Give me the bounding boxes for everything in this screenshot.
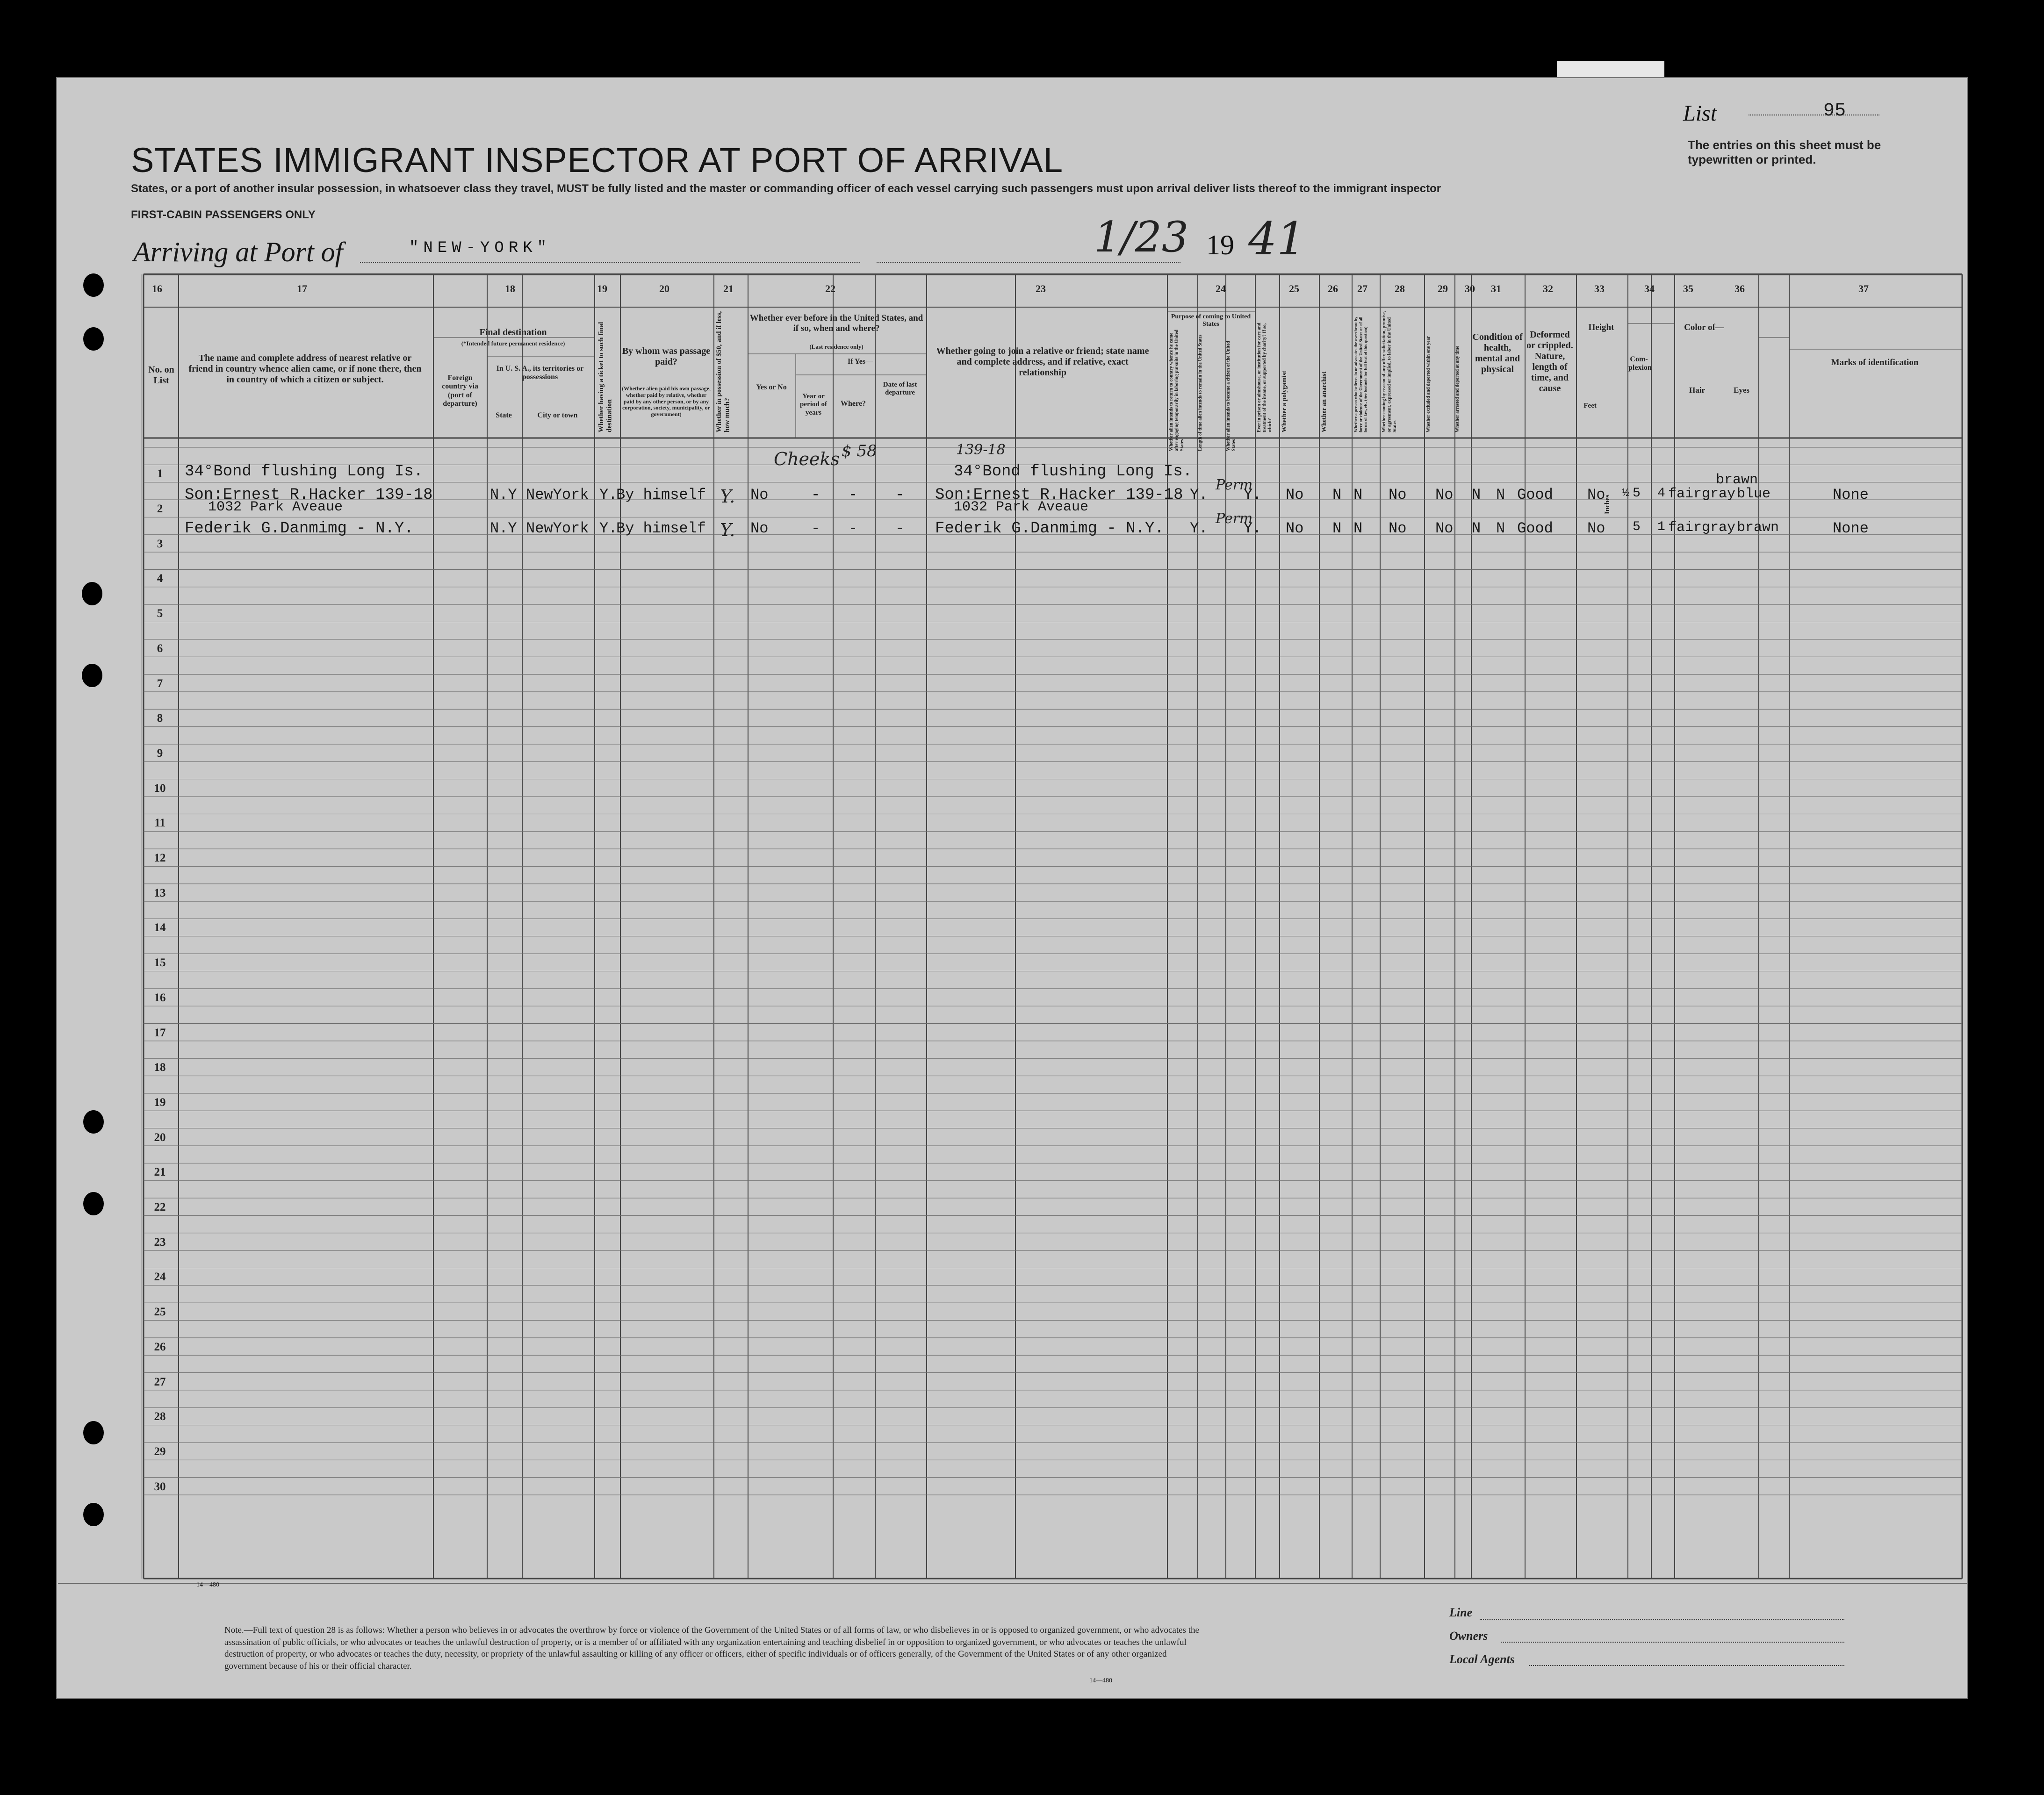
punch-hole <box>82 582 102 605</box>
row2-relative: Federik G.Danmimg - N.Y. <box>185 520 414 538</box>
punch-hole <box>83 327 104 351</box>
header-foreign-country: Foreign country via (port of departure) <box>442 374 478 408</box>
header-date-departure: Date of last departure <box>883 381 917 397</box>
row2-contract: No <box>1435 520 1454 537</box>
header-relative-address: The name and complete address of nearest relative or friend in country whence alien came, or if none there, then in country of which a citizen or subject. <box>188 353 422 385</box>
row2-date-departure: - <box>895 520 905 537</box>
header-final-destination-note: (*Intended future permanent residence) <box>461 340 565 347</box>
line-field <box>1480 1619 1844 1620</box>
row-number: 25 <box>154 1306 166 1319</box>
header-offer-labor: Whether coming by reason of any offer, solicitation, promise, or agreement, expressed or implied, to labor in the United States <box>1382 311 1397 432</box>
column-number-17: 17 <box>297 283 307 294</box>
row2-length-time: Perm <box>1216 510 1253 527</box>
row2-return-intent: Y. <box>1190 520 1208 537</box>
column-number-16: 16 <box>152 283 162 294</box>
column-number-30: 30 <box>1465 283 1475 294</box>
header-length-time: Length of time alien intends to remain in the United States <box>1198 334 1203 451</box>
row-number: 22 <box>154 1201 166 1214</box>
header-deformed: Deformed or crippled. Nature, length of time, and cause <box>1526 330 1573 394</box>
checks-annotation: Cheeks <box>774 449 840 469</box>
row1-health: Good <box>1517 486 1553 503</box>
hair-annotation: brawn <box>1716 472 1758 488</box>
header-overthrow: Whether a person who believes in or advocates the overthrow by force or violence of the Government of the United States or of all forms of law, etc. (See footnote for full text of this question) <box>1353 316 1368 432</box>
row1-complexion: fair <box>1668 486 1702 502</box>
ref-annotation: 139-18 <box>956 442 1006 458</box>
row2-city: NewYork <box>526 520 589 537</box>
row-number: 27 <box>154 1375 166 1388</box>
column-number-23: 23 <box>1036 283 1046 294</box>
header-final-destination: Final destination <box>479 327 547 337</box>
header-year-period: Year or period of years <box>800 393 827 416</box>
header-passage-paid-note: (Whether alien paid his own passage, whether paid by relative, whether paid by any other person, or by any corporation, society, municipality, or government) <box>622 385 711 418</box>
year-handwritten: 41 <box>1248 213 1306 265</box>
year-prefix: 19 <box>1206 230 1234 260</box>
row2-marks: None <box>1833 520 1869 537</box>
punch-hole <box>82 664 102 687</box>
entries-note: The entries on this sheet must be typewritten or printed. <box>1688 138 1881 167</box>
row2-complexion: fair <box>1668 520 1702 536</box>
column-number-34: 34 <box>1644 283 1655 294</box>
footnote-question-28: Note.—Full text of question 28 is as follows: Whether a person who believes in or advocates the overthrow by force or violence of the Government of the United States or of all forms of law, or who disbelieves in or is opposed to organized government, or who advocates the assassination of public officials, or who advocates or teaches the unlawful destruction of property, or is a member of or affiliated with any organization entertaining and teaching disbelief in or opposition to organized government, or who advocates or teaches the unlawful destruction of property, or who advocates or teaches the duty, necessity, or propriety of the unlawful assaulting or killing of any officer or officers, either of specific individuals or of officers generally, of the Government of the United States or of any other organized government because of his or their official character. <box>224 1625 1199 1671</box>
row1-ticket: Y. <box>599 486 618 503</box>
list-label: List <box>1683 101 1717 126</box>
header-where: Where? <box>841 400 866 408</box>
row1-return-intent: Y. <box>1190 486 1208 503</box>
header-height: Height <box>1588 323 1614 332</box>
column-number-19: 19 <box>597 283 607 294</box>
row1-citizen: Y. <box>1244 486 1262 503</box>
height-fraction: ½ <box>1622 487 1629 500</box>
row-number: 28 <box>154 1410 166 1423</box>
column-number-20: 20 <box>659 283 669 294</box>
row1-arrested: N <box>1496 486 1505 503</box>
row2-deformed: No <box>1587 520 1605 537</box>
header-return-intent: Whether alien intends to return to country whence he came after engaging temporarily in laboring pursuits in the United States <box>1169 330 1185 451</box>
header-color-of: Color of— <box>1684 323 1724 332</box>
header-possession-50: Whether in possession of $50, and if less, how much? <box>715 311 731 432</box>
header-feet: Feet <box>1583 402 1597 409</box>
row2-ever-before: No <box>750 520 769 537</box>
header-passage-paid: By whom was passage paid? <box>622 346 711 367</box>
header-hair: Hair <box>1689 386 1705 395</box>
row-number: 14 <box>154 921 166 934</box>
column-number-25: 25 <box>1289 283 1299 294</box>
row1-paid-by: By himself <box>616 486 706 503</box>
row1-relative-line2: 1032 Park Aveaue <box>208 499 343 515</box>
row2-hair: gray <box>1702 520 1736 536</box>
row-number: 16 <box>154 991 166 1004</box>
row-number: 9 <box>157 747 163 760</box>
row2-citizen: Y. <box>1244 520 1262 537</box>
row1-polygamist: N <box>1332 486 1342 503</box>
column-number-18: 18 <box>505 283 515 294</box>
row1-marks: None <box>1833 486 1869 503</box>
row2-money: Y. <box>720 520 735 540</box>
punch-hole <box>83 1421 104 1444</box>
header-joining-relative: Whether going to join a relative or friend; state name and complete address, and if relative, exact relationship <box>936 346 1149 378</box>
row1-deformed: No <box>1587 486 1605 503</box>
row-number: 30 <box>154 1480 166 1493</box>
header-ever-before: Whether ever before in the United States, and if so, when and where? <box>749 313 923 333</box>
row2-feet: 5 <box>1633 520 1641 534</box>
header-condition-health: Condition of health, mental and physical <box>1472 332 1523 374</box>
row-number: 8 <box>157 712 163 725</box>
header-inches: Inches <box>1604 495 1611 514</box>
row1-overthrow: No <box>1389 486 1407 503</box>
column-number-27: 27 <box>1357 283 1367 294</box>
row2-joining: Federik G.Danmimg - N.Y. <box>935 520 1164 538</box>
header-complexion: Com-plexion <box>1628 355 1652 372</box>
row1-prison: No <box>1286 486 1304 503</box>
header-prison-almshouse: Ever in prison or almshouse, or institution for care and treatment of the insane, or supported by charity? If so, which? <box>1257 323 1273 432</box>
header-yes-no: Yes or No <box>756 383 787 391</box>
row-number: 1 <box>157 467 163 481</box>
row-number: 26 <box>154 1340 166 1353</box>
header-arrested-deported: Whether arrested and deported at any time <box>1455 345 1460 432</box>
header-ticket: Whether having a ticket to such final destination <box>597 322 613 432</box>
class-note: FIRST-CABIN PASSENGERS ONLY <box>131 208 316 221</box>
row-number: 24 <box>154 1271 166 1284</box>
local-agents-label: Local Agents <box>1449 1652 1515 1666</box>
header-last-residence: (Last residence only) <box>809 343 864 350</box>
row1-city: NewYork <box>526 486 589 503</box>
header-no-on-list: No. on List <box>148 365 174 386</box>
checks-amount-annotation: $ 58 <box>842 442 877 460</box>
punch-hole <box>83 1110 104 1134</box>
row-number: 18 <box>154 1061 166 1074</box>
header-purpose: Purpose of coming to United States <box>1171 313 1251 328</box>
row2-ticket: Y. <box>599 520 618 537</box>
row1-relative: Son:Ernest R.Hacker 139-18 <box>185 486 433 504</box>
header-in-usa: In U. S. A., its territories or possessions <box>496 365 584 381</box>
column-number-35: 35 <box>1683 283 1693 294</box>
punch-hole <box>83 1503 104 1526</box>
row2-overthrow: No <box>1389 520 1407 537</box>
row2-polygamist: N <box>1332 520 1342 537</box>
column-number-22: 22 <box>825 283 835 294</box>
row1-where: - <box>849 486 858 503</box>
port-line <box>360 262 860 263</box>
row2-health: Good <box>1517 520 1553 537</box>
header-if-yes: If Yes— <box>847 358 873 366</box>
column-number-29: 29 <box>1438 283 1448 294</box>
row2-paid-by: By himself <box>616 520 706 537</box>
arrival-date: 1/23 <box>1094 213 1189 262</box>
row-number: 20 <box>154 1131 166 1144</box>
row2-where: - <box>849 520 858 537</box>
row1-money: Y. <box>720 486 735 507</box>
header-state: State <box>496 411 512 419</box>
header-eyes: Eyes <box>1734 386 1749 395</box>
row2-eyes: brawn <box>1737 520 1779 536</box>
row2-inches: 1 <box>1657 520 1665 534</box>
form-code: 14—480 <box>196 1581 219 1588</box>
row-number: 11 <box>154 817 166 830</box>
row-number: 4 <box>157 572 163 585</box>
row-number: 5 <box>157 607 163 620</box>
column-number-28: 28 <box>1395 283 1405 294</box>
row1-date-departure: - <box>895 486 905 503</box>
column-number-37: 37 <box>1858 283 1869 294</box>
punch-hole <box>83 273 104 297</box>
owners-field <box>1501 1642 1844 1643</box>
row-number: 23 <box>154 1235 166 1249</box>
column-number-31: 31 <box>1491 283 1501 294</box>
list-number: 95 <box>1823 101 1846 122</box>
row1-joining-line2: 1032 Park Aveaue <box>954 499 1089 515</box>
form-instructions: States, or a port of another insular possession, in whatsoever class they travel, MUST be fully listed and the master or commanding officer of each vessel carrying such passengers must upon arrival deliver lists thereof to the immigrant inspector <box>131 182 1441 195</box>
row-number: 19 <box>154 1096 166 1109</box>
joining-address-line: 34°Bond flushing Long Is. <box>954 463 1193 481</box>
row2-arrested: N <box>1496 520 1505 537</box>
row1-state: N.Y <box>490 486 517 503</box>
row2-state: N.Y <box>490 520 517 537</box>
row-number: 7 <box>157 677 163 690</box>
header-polygamist: Whether a polygamist <box>1281 371 1288 432</box>
arriving-label: Arriving at Port of <box>133 237 343 267</box>
row-number: 29 <box>154 1445 166 1458</box>
row-number: 3 <box>157 537 163 550</box>
column-number-26: 26 <box>1328 283 1338 294</box>
row-number: 21 <box>154 1166 166 1179</box>
row2-anarchist: N <box>1353 520 1363 537</box>
row2-excluded: N <box>1472 520 1481 537</box>
column-number-33: 33 <box>1594 283 1605 294</box>
column-number-36: 36 <box>1735 283 1745 294</box>
row-number: 15 <box>154 956 166 969</box>
row-number: 17 <box>154 1026 166 1039</box>
date-line <box>877 262 1180 263</box>
row1-excluded: N <box>1472 486 1481 503</box>
header-become-citizen: Whether alien intends to become a citizen of the United States <box>1226 341 1237 451</box>
line-label: Line <box>1449 1606 1473 1619</box>
form-title: STATES IMMIGRANT INSPECTOR AT PORT OF ARRIVAL <box>131 141 1064 180</box>
row1-year: - <box>811 486 820 503</box>
row1-anarchist: N <box>1353 486 1363 503</box>
row-number: 2 <box>157 503 163 516</box>
row1-length-time: Perm <box>1216 477 1253 493</box>
relative-address-line: 34°Bond flushing Long Is. <box>185 463 424 481</box>
row2-prison: No <box>1286 520 1304 537</box>
local-agents-field <box>1529 1665 1844 1666</box>
port-value: "NEW-YORK" <box>409 239 552 257</box>
row1-ever-before: No <box>750 486 769 503</box>
manifest-sheet <box>56 77 1968 1699</box>
row1-inches: 4 <box>1657 486 1665 501</box>
row1-eyes: blue <box>1737 486 1771 502</box>
owners-label: Owners <box>1449 1629 1488 1643</box>
punch-hole <box>83 1192 104 1215</box>
header-marks-identification: Marks of identification <box>1831 358 1919 367</box>
row1-hair: gray <box>1702 486 1736 502</box>
row1-feet: 5 <box>1633 486 1641 501</box>
column-number-24: 24 <box>1216 283 1226 294</box>
row1-joining: Son:Ernest R.Hacker 139-18 <box>935 486 1183 504</box>
grid-lines <box>57 78 1967 1698</box>
header-excluded-deported: Whether excluded and deported within one year <box>1426 336 1431 432</box>
row2-year: - <box>811 520 820 537</box>
column-number-32: 32 <box>1543 283 1553 294</box>
header-anarchist: Whether an anarchist <box>1321 371 1328 432</box>
column-number-21: 21 <box>723 283 734 294</box>
header-city-town: City or town <box>537 411 578 419</box>
row-number: 12 <box>154 852 166 865</box>
row1-contract: No <box>1435 486 1454 503</box>
row-number: 6 <box>157 642 163 655</box>
row-number: 13 <box>154 886 166 899</box>
footer-form-code: 14—480 <box>1089 1677 1112 1684</box>
row-number: 10 <box>154 782 166 795</box>
